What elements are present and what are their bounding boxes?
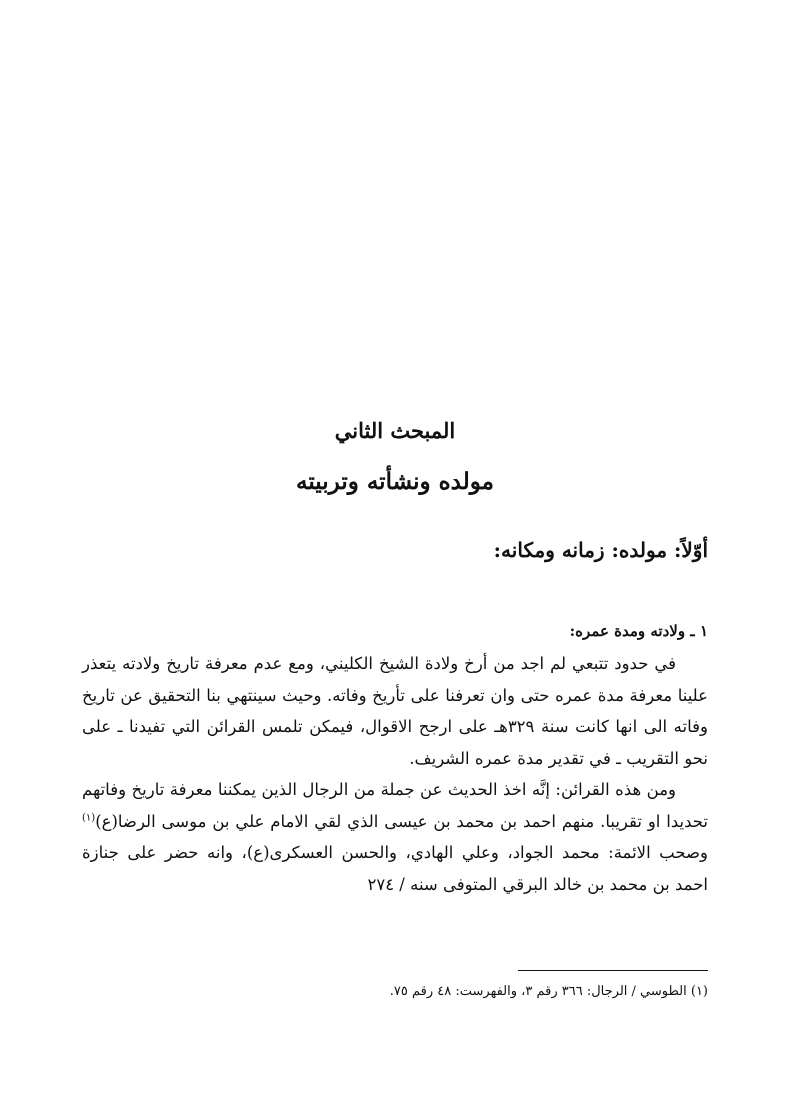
chapter-subtitle: مولده ونشأته وتربيته — [296, 468, 494, 495]
paragraph-2-part-1: ومن هذه القرائن: إنَّه اخذ الحديث عن جملة من الرجال الذين يمكننا معرفة تاريخ وفاتهم تحديدا او تقريبا. منهم احمد بن محمد بن عيسى الذي لقي الامام علي بن موسى الرضا(ع) — [82, 780, 708, 831]
footnote-1: (١) الطوسي / الرجال: ٣٦٦ رقم ٣، والفهرست: ٤٨ رقم ٧٥. — [389, 984, 708, 999]
paragraph-2-part-2: وصحب الائمة: محمد الجواد، وعلي الهادي، والحسن العسكرى(ع)، وانه حضر على جنازة احمد بن محمد بن خالد البرقي المتوفى سنه / ٢٧٤ — [82, 843, 708, 894]
paragraph-2 — [82, 774, 708, 900]
footnote-divider — [518, 970, 708, 971]
body-text — [82, 648, 708, 900]
footnote-marker: (١) — [82, 812, 96, 823]
paragraph-1: في حدود تتبعي لم اجد من أرخ ولادة الشيخ الكليني، ومع عدم معرفة تاريخ ولادته يتعذر علينا معرفة مدة عمره حتى وان تعرفنا على تأريخ وفاته. وحيث سينتهي بنا التحقيق عن تاريخ وفاته الى انها كانت سنة ٣٢٩هـ على ارجح الاقوال، فيمكن تلمس القرائن التي تفيدنا ـ على نحو التقريب ـ في تقدير مدة عمره الشريف. — [82, 654, 709, 768]
chapter-title: المبحث الثاني — [334, 418, 456, 443]
subsection-heading: ١ ـ ولادته ومدة عمره: — [569, 622, 708, 640]
section-heading: أوّلاً: مولده: زمانه ومكانه: — [493, 538, 708, 562]
